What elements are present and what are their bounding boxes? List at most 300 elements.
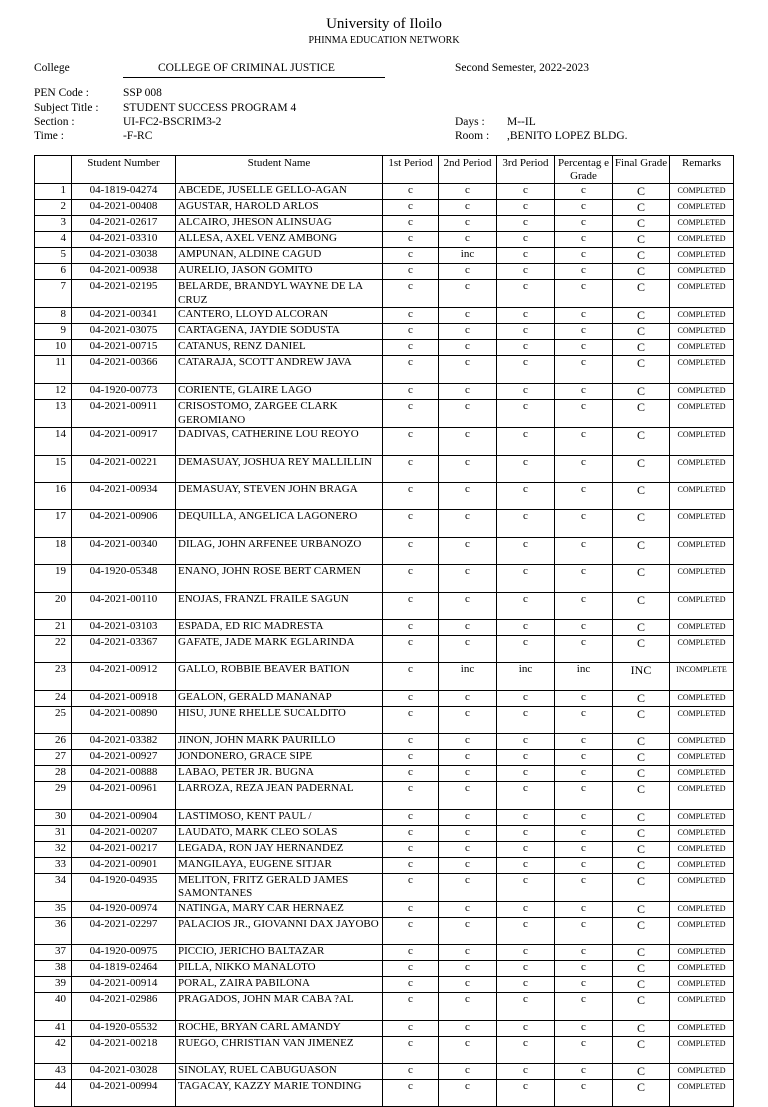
third-period: c — [497, 1036, 555, 1063]
row-number: 20 — [35, 592, 72, 619]
student-number: 04-2021-02986 — [72, 993, 176, 1020]
section-label: Section : — [34, 116, 75, 128]
percentage-grade: c — [555, 1064, 613, 1080]
table-row — [35, 782, 734, 809]
percentage-grade: c — [555, 945, 613, 961]
table-row — [35, 873, 734, 901]
final-grade: C — [613, 482, 670, 509]
remarks: COMPLETED — [670, 1064, 734, 1080]
percentage-grade: c — [555, 428, 613, 455]
remarks: COMPLETED — [670, 399, 734, 427]
first-period: c — [383, 308, 439, 324]
row-number: 5 — [35, 248, 72, 264]
remarks: COMPLETED — [670, 356, 734, 383]
table-row — [35, 663, 734, 690]
student-number: 04-2021-00207 — [72, 825, 176, 841]
student-number: 04-1920-00773 — [72, 383, 176, 399]
percentage-grade: c — [555, 961, 613, 977]
final-grade: C — [613, 565, 670, 592]
row-number: 24 — [35, 690, 72, 706]
remarks: COMPLETED — [670, 619, 734, 635]
row-number: 32 — [35, 841, 72, 857]
remarks: COMPLETED — [670, 248, 734, 264]
final-grade: C — [613, 917, 670, 944]
final-grade: C — [613, 510, 670, 537]
third-period: inc — [497, 663, 555, 690]
col-header-percentage-grade: Percentag e Grade — [555, 156, 613, 184]
student-number: 04-2021-02297 — [72, 917, 176, 944]
row-number: 15 — [35, 455, 72, 482]
percentage-grade: c — [555, 690, 613, 706]
final-grade: C — [613, 825, 670, 841]
student-name: TAGACAY, KAZZY MARIE TONDING — [176, 1080, 383, 1107]
table-row — [35, 734, 734, 750]
table-row — [35, 428, 734, 455]
table-row — [35, 565, 734, 592]
student-name: DEMASUAY, STEVEN JOHN BRAGA — [176, 482, 383, 509]
third-period: c — [497, 428, 555, 455]
student-number: 04-2021-03382 — [72, 734, 176, 750]
second-period: c — [439, 308, 497, 324]
third-period: c — [497, 619, 555, 635]
student-number: 04-2021-00994 — [72, 1080, 176, 1107]
table-row — [35, 324, 734, 340]
row-number: 41 — [35, 1020, 72, 1036]
time-label: Time : — [34, 130, 64, 142]
student-name: ROCHE, BRYAN CARL AMANDY — [176, 1020, 383, 1036]
student-number: 04-2021-00904 — [72, 809, 176, 825]
student-number: 04-2021-02617 — [72, 216, 176, 232]
final-grade: C — [613, 706, 670, 733]
student-name: PORAL, ZAIRA PABILONA — [176, 977, 383, 993]
student-number: 04-1819-04274 — [72, 184, 176, 200]
table-row — [35, 706, 734, 733]
percentage-grade: c — [555, 809, 613, 825]
percentage-grade: c — [555, 993, 613, 1020]
student-number: 04-2021-00715 — [72, 340, 176, 356]
student-name: CANTERO, LLOYD ALCORAN — [176, 308, 383, 324]
second-period: c — [439, 706, 497, 733]
second-period: c — [439, 690, 497, 706]
col-header-student-number: Student Number — [72, 156, 176, 184]
first-period: c — [383, 216, 439, 232]
final-grade: C — [613, 961, 670, 977]
student-name: CATARAJA, SCOTT ANDREW JAVA — [176, 356, 383, 383]
percentage-grade: c — [555, 383, 613, 399]
table-row — [35, 1036, 734, 1063]
second-period: c — [439, 945, 497, 961]
room-label: Room : — [455, 130, 490, 142]
student-name: PICCIO, JERICHO BALTAZAR — [176, 945, 383, 961]
third-period: c — [497, 592, 555, 619]
percentage-grade: c — [555, 917, 613, 944]
student-name: PILLA, NIKKO MANALOTO — [176, 961, 383, 977]
final-grade: C — [613, 809, 670, 825]
student-number: 04-2021-00110 — [72, 592, 176, 619]
third-period: c — [497, 873, 555, 901]
first-period: c — [383, 592, 439, 619]
student-number: 04-2021-00906 — [72, 510, 176, 537]
remarks: COMPLETED — [670, 945, 734, 961]
second-period: c — [439, 857, 497, 873]
table-row — [35, 993, 734, 1020]
time-value: -F-RC — [123, 130, 153, 142]
row-number: 14 — [35, 428, 72, 455]
row-number: 9 — [35, 324, 72, 340]
final-grade: C — [613, 216, 670, 232]
remarks: COMPLETED — [670, 750, 734, 766]
first-period: c — [383, 635, 439, 662]
row-number: 26 — [35, 734, 72, 750]
row-number: 39 — [35, 977, 72, 993]
row-number: 42 — [35, 1036, 72, 1063]
row-number: 6 — [35, 264, 72, 280]
row-number: 21 — [35, 619, 72, 635]
second-period: c — [439, 184, 497, 200]
table-row — [35, 809, 734, 825]
student-name: LASTIMOSO, KENT PAUL / — [176, 809, 383, 825]
second-period: c — [439, 750, 497, 766]
final-grade: C — [613, 280, 670, 308]
student-number: 04-2021-00912 — [72, 663, 176, 690]
second-period: c — [439, 280, 497, 308]
final-grade: C — [613, 635, 670, 662]
percentage-grade: c — [555, 1080, 613, 1107]
first-period: c — [383, 977, 439, 993]
student-number: 04-2021-00217 — [72, 841, 176, 857]
third-period: c — [497, 857, 555, 873]
percentage-grade: c — [555, 324, 613, 340]
remarks: COMPLETED — [670, 961, 734, 977]
final-grade: C — [613, 324, 670, 340]
percentage-grade: c — [555, 1036, 613, 1063]
remarks: COMPLETED — [670, 706, 734, 733]
percentage-grade: c — [555, 901, 613, 917]
student-number: 04-2021-00221 — [72, 455, 176, 482]
student-number: 04-2021-00934 — [72, 482, 176, 509]
remarks: COMPLETED — [670, 184, 734, 200]
third-period: c — [497, 1080, 555, 1107]
table-row — [35, 308, 734, 324]
final-grade: C — [613, 383, 670, 399]
first-period: c — [383, 706, 439, 733]
college-name: COLLEGE OF CRIMINAL JUSTICE — [158, 62, 335, 74]
table-row — [35, 961, 734, 977]
student-name: DEQUILLA, ANGELICA LAGONERO — [176, 510, 383, 537]
first-period: c — [383, 901, 439, 917]
student-name: DADIVAS, CATHERINE LOU REOYO — [176, 428, 383, 455]
second-period: c — [439, 200, 497, 216]
final-grade: C — [613, 841, 670, 857]
percentage-grade: c — [555, 184, 613, 200]
table-row — [35, 216, 734, 232]
second-period: c — [439, 619, 497, 635]
row-number: 27 — [35, 750, 72, 766]
second-period: c — [439, 825, 497, 841]
third-period: c — [497, 482, 555, 509]
percentage-grade: c — [555, 782, 613, 809]
student-number: 04-1920-05348 — [72, 565, 176, 592]
second-period: c — [439, 216, 497, 232]
first-period: c — [383, 565, 439, 592]
student-name: LARROZA, REZA JEAN PADERNAL — [176, 782, 383, 809]
student-number: 04-2021-00890 — [72, 706, 176, 733]
second-period: c — [439, 264, 497, 280]
final-grade: C — [613, 901, 670, 917]
row-number: 25 — [35, 706, 72, 733]
percentage-grade: c — [555, 308, 613, 324]
remarks: COMPLETED — [670, 1020, 734, 1036]
second-period: c — [439, 961, 497, 977]
third-period: c — [497, 635, 555, 662]
row-number: 33 — [35, 857, 72, 873]
percentage-grade: c — [555, 1020, 613, 1036]
student-name: ALCAIRO, JHESON ALINSUAG — [176, 216, 383, 232]
third-period: c — [497, 825, 555, 841]
final-grade: C — [613, 1080, 670, 1107]
final-grade: C — [613, 399, 670, 427]
third-period: c — [497, 690, 555, 706]
remarks: COMPLETED — [670, 977, 734, 993]
third-period: c — [497, 383, 555, 399]
second-period: c — [439, 340, 497, 356]
table-row — [35, 537, 734, 564]
second-period: c — [439, 901, 497, 917]
student-name: DEMASUAY, JOSHUA REY MALLILLIN — [176, 455, 383, 482]
table-row — [35, 200, 734, 216]
first-period: c — [383, 482, 439, 509]
final-grade: C — [613, 308, 670, 324]
second-period: c — [439, 635, 497, 662]
first-period: c — [383, 809, 439, 825]
remarks: COMPLETED — [670, 635, 734, 662]
student-number: 04-2021-03367 — [72, 635, 176, 662]
row-number: 12 — [35, 383, 72, 399]
third-period: c — [497, 945, 555, 961]
third-period: c — [497, 399, 555, 427]
third-period: c — [497, 356, 555, 383]
college-underline — [123, 77, 385, 78]
semester: Second Semester, 2022-2023 — [455, 62, 590, 74]
table-row — [35, 248, 734, 264]
remarks: COMPLETED — [670, 592, 734, 619]
percentage-grade: c — [555, 857, 613, 873]
student-name: ABCEDE, JUSELLE GELLO-AGAN — [176, 184, 383, 200]
third-period: c — [497, 324, 555, 340]
table-row — [35, 857, 734, 873]
remarks: COMPLETED — [670, 280, 734, 308]
remarks: INCOMPLETE — [670, 663, 734, 690]
percentage-grade: c — [555, 200, 613, 216]
table-row — [35, 592, 734, 619]
table-row — [35, 1020, 734, 1036]
remarks: COMPLETED — [670, 917, 734, 944]
university-title: University of Iloilo — [326, 16, 442, 32]
second-period: c — [439, 1080, 497, 1107]
first-period: c — [383, 280, 439, 308]
third-period: c — [497, 455, 555, 482]
remarks: COMPLETED — [670, 428, 734, 455]
first-period: c — [383, 750, 439, 766]
remarks: COMPLETED — [670, 782, 734, 809]
percentage-grade: c — [555, 977, 613, 993]
third-period: c — [497, 766, 555, 782]
second-period: c — [439, 383, 497, 399]
table-row — [35, 825, 734, 841]
first-period: c — [383, 184, 439, 200]
remarks: COMPLETED — [670, 264, 734, 280]
first-period: c — [383, 399, 439, 427]
student-name: LEGADA, RON JAY HERNANDEZ — [176, 841, 383, 857]
third-period: c — [497, 200, 555, 216]
student-number: 04-2021-00888 — [72, 766, 176, 782]
first-period: c — [383, 873, 439, 901]
first-period: c — [383, 734, 439, 750]
first-period: c — [383, 455, 439, 482]
percentage-grade: c — [555, 280, 613, 308]
subject-title-value: STUDENT SUCCESS PROGRAM 4 — [123, 102, 297, 114]
third-period: c — [497, 1064, 555, 1080]
percentage-grade: c — [555, 264, 613, 280]
col-header-no — [35, 156, 72, 184]
percentage-grade: c — [555, 841, 613, 857]
student-name: AMPUNAN, ALDINE CAGUD — [176, 248, 383, 264]
student-name: RUEGO, CHRISTIAN VAN JIMENEZ — [176, 1036, 383, 1063]
student-name: GEALON, GERALD MANANAP — [176, 690, 383, 706]
table-row — [35, 482, 734, 509]
student-number: 04-2021-00341 — [72, 308, 176, 324]
remarks: COMPLETED — [670, 455, 734, 482]
row-number: 3 — [35, 216, 72, 232]
row-number: 43 — [35, 1064, 72, 1080]
first-period: c — [383, 356, 439, 383]
final-grade: C — [613, 264, 670, 280]
third-period: c — [497, 510, 555, 537]
remarks: COMPLETED — [670, 308, 734, 324]
second-period: c — [439, 592, 497, 619]
row-number: 31 — [35, 825, 72, 841]
table-row — [35, 841, 734, 857]
percentage-grade: c — [555, 455, 613, 482]
first-period: c — [383, 1080, 439, 1107]
third-period: c — [497, 1020, 555, 1036]
student-number: 04-2021-00340 — [72, 537, 176, 564]
remarks: COMPLETED — [670, 383, 734, 399]
first-period: c — [383, 537, 439, 564]
first-period: c — [383, 232, 439, 248]
subject-title-label: Subject Title : — [34, 102, 99, 114]
row-number: 7 — [35, 280, 72, 308]
table-row — [35, 340, 734, 356]
table-row — [35, 184, 734, 200]
student-name: AGUSTAR, HAROLD ARLOS — [176, 200, 383, 216]
student-name: AURELIO, JASON GOMITO — [176, 264, 383, 280]
student-number: 04-2021-00914 — [72, 977, 176, 993]
student-name: ENOJAS, FRANZL FRAILE SAGUN — [176, 592, 383, 619]
percentage-grade: c — [555, 399, 613, 427]
first-period: c — [383, 1020, 439, 1036]
student-number: 04-2021-00927 — [72, 750, 176, 766]
row-number: 11 — [35, 356, 72, 383]
student-number: 04-1819-02464 — [72, 961, 176, 977]
percentage-grade: c — [555, 216, 613, 232]
final-grade: C — [613, 734, 670, 750]
percentage-grade: c — [555, 825, 613, 841]
first-period: c — [383, 264, 439, 280]
second-period: c — [439, 232, 497, 248]
table-row — [35, 399, 734, 427]
row-number: 19 — [35, 565, 72, 592]
second-period: c — [439, 399, 497, 427]
third-period: c — [497, 706, 555, 733]
table-row — [35, 619, 734, 635]
third-period: c — [497, 734, 555, 750]
second-period: c — [439, 734, 497, 750]
student-name: CARTAGENA, JAYDIE SODUSTA — [176, 324, 383, 340]
student-number: 04-2021-00901 — [72, 857, 176, 873]
student-number: 04-2021-00218 — [72, 1036, 176, 1063]
student-number: 04-2021-03310 — [72, 232, 176, 248]
second-period: c — [439, 356, 497, 383]
third-period: c — [497, 216, 555, 232]
student-number: 04-1920-04935 — [72, 873, 176, 901]
col-header-3rd-period: 3rd Period — [497, 156, 555, 184]
first-period: c — [383, 324, 439, 340]
student-number: 04-1920-00974 — [72, 901, 176, 917]
second-period: c — [439, 324, 497, 340]
third-period: c — [497, 340, 555, 356]
student-name: ALLESA, AXEL VENZ AMBONG — [176, 232, 383, 248]
third-period: c — [497, 841, 555, 857]
table-row — [35, 1064, 734, 1080]
third-period: c — [497, 977, 555, 993]
first-period: c — [383, 510, 439, 537]
first-period: c — [383, 690, 439, 706]
row-number: 36 — [35, 917, 72, 944]
final-grade: C — [613, 977, 670, 993]
final-grade: C — [613, 690, 670, 706]
remarks: COMPLETED — [670, 216, 734, 232]
second-period: c — [439, 1036, 497, 1063]
first-period: c — [383, 961, 439, 977]
final-grade: C — [613, 1020, 670, 1036]
remarks: COMPLETED — [670, 1080, 734, 1107]
col-header-1st-period: 1st Period — [383, 156, 439, 184]
col-header-2nd-period: 2nd Period — [439, 156, 497, 184]
student-number: 04-2021-00961 — [72, 782, 176, 809]
student-name: PALACIOS JR., GIOVANNI DAX JAYOBO — [176, 917, 383, 944]
student-name: BELARDE, BRANDYL WAYNE DE LA CRUZ — [176, 280, 383, 308]
second-period: c — [439, 782, 497, 809]
percentage-grade: inc — [555, 663, 613, 690]
final-grade: C — [613, 1064, 670, 1080]
percentage-grade: c — [555, 248, 613, 264]
student-name: LAUDATO, MARK CLEO SOLAS — [176, 825, 383, 841]
remarks: COMPLETED — [670, 809, 734, 825]
second-period: c — [439, 1020, 497, 1036]
row-number: 22 — [35, 635, 72, 662]
row-number: 37 — [35, 945, 72, 961]
third-period: c — [497, 184, 555, 200]
final-grade: C — [613, 766, 670, 782]
final-grade: C — [613, 537, 670, 564]
first-period: c — [383, 945, 439, 961]
second-period: c — [439, 977, 497, 993]
student-number: 04-1920-00975 — [72, 945, 176, 961]
third-period: c — [497, 917, 555, 944]
table-row — [35, 766, 734, 782]
first-period: c — [383, 383, 439, 399]
